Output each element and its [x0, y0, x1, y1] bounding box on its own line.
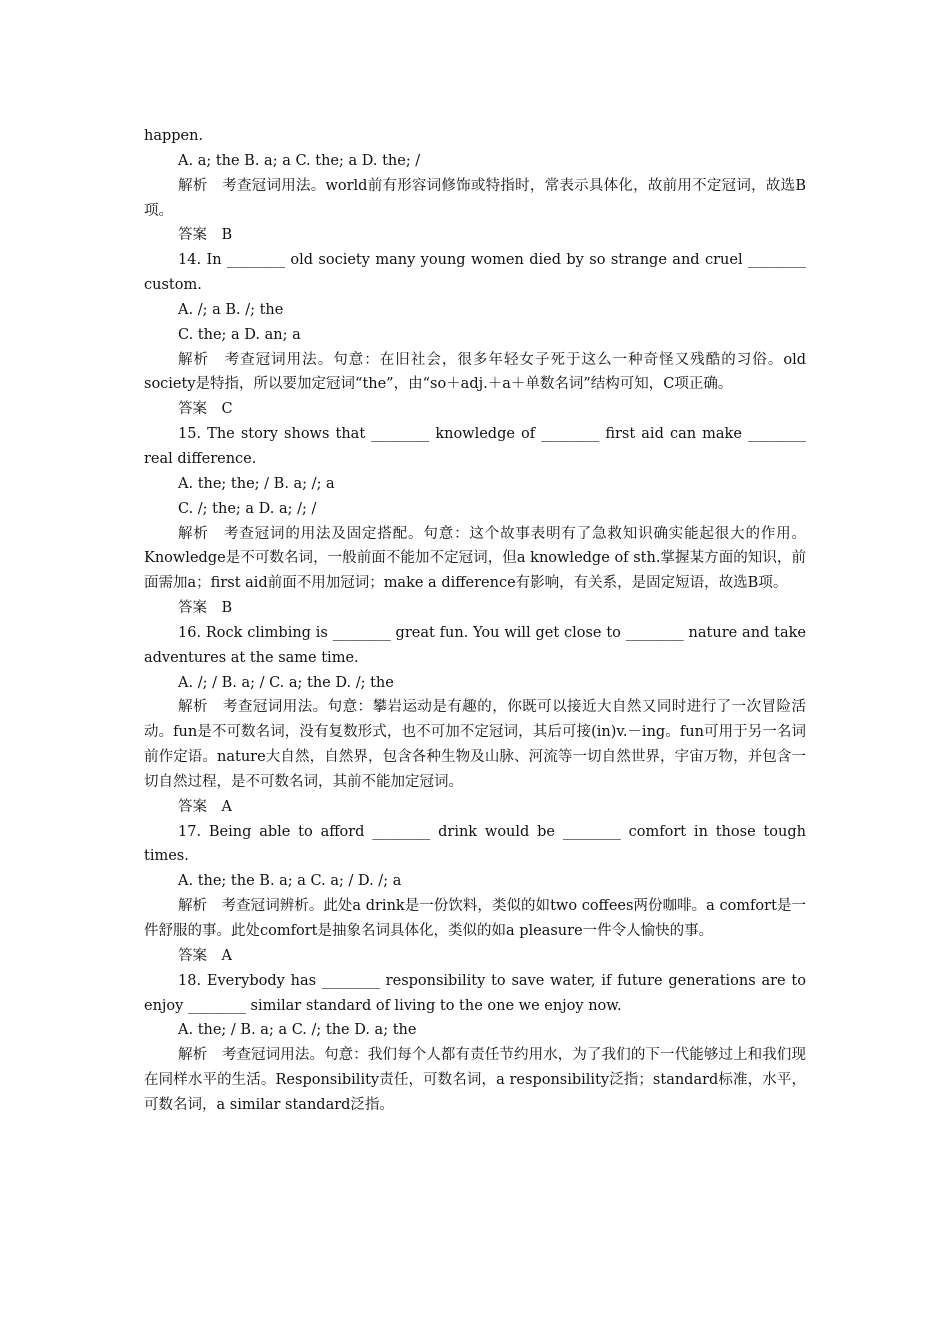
options-line: C. /; the; a D. a; /; /	[178, 500, 317, 517]
options-line: A. a; the B. a; a C. the; a D. the; /	[178, 152, 421, 169]
answer-line: 答案 B	[178, 600, 233, 617]
answer-line: 答案 B	[178, 227, 233, 244]
options-line: A. /; / B. a; / C. a; the D. /; the	[178, 674, 394, 691]
question-18: 18. Everybody has ________ responsibility to save water, if future generations are to enjoy ________ similar standard of living to the one we enjoy now.	[144, 972, 806, 1014]
analysis-paragraph: 解析 考查冠词辨析。此处a drink是一份饮料，类似的如two coffees两份咖啡。a comfort是一件舒服的事。此处comfort是抽象名词具体化，类似的如a pleasure一件令人愉快的事。	[144, 898, 806, 939]
analysis-paragraph: 解析 考查冠词的用法及固定搭配。句意：这个故事表明有了急救知识确实能起很大的作用。Knowledge是不可数名词，一般前面不能加不定冠词，但a knowledge of sth.掌握某方面的知识，前面需加a；first aid前面不用加冠词；make a difference有影响，有关系，是固定短语，故选B项。	[144, 525, 806, 592]
question-14: 14. In ________ old society many young women died by so strange and cruel ________ custom.	[144, 252, 806, 294]
answer-line: 答案 A	[178, 798, 232, 815]
question-16: 16. Rock climbing is ________ great fun. You will get close to ________ nature and take adventures at the same time.	[144, 624, 806, 666]
options-line: A. the; the B. a; a C. a; / D. /; a	[178, 873, 402, 890]
question-17: 17. Being able to afford ________ drink would be ________ comfort in those tough times.	[144, 823, 806, 865]
options-line: A. the; the; / B. a; /; a	[178, 475, 335, 492]
analysis-paragraph: 解析 考查冠词用法。句意：我们每个人都有责任节约用水，为了我们的下一代能够过上和我们现在同样水平的生活。Responsibility责任，可数名词，a responsibility泛指；standard标准，水平，可数名词，a similar standard泛指。	[144, 1047, 806, 1113]
analysis-paragraph: 解析 考查冠词用法。句意：在旧社会，很多年轻女子死于这么一种奇怪又残酷的习俗。old society是特指，所以要加定冠词“the”，由“so＋adj.＋a＋单数名词”结构可知，C项正确。	[144, 351, 806, 393]
options-line: C. the; a D. an; a	[178, 326, 301, 343]
analysis-paragraph: 解析 考查冠词用法。句意：攀岩运动是有趣的，你既可以接近大自然又同时进行了一次冒险活动。fun是不可数名词，没有复数形式，也不可加不定冠词，其后可接(in)v.－ing。fun可用于另一名词前作定语。nature大自然，自然界，包含各种生物及山脉、河流等一切自然世界，宇宙万物，并包含一切自然过程，是不可数名词，其前不能加定冠词。	[144, 699, 806, 790]
answer-line: 答案 A	[178, 947, 232, 964]
answer-line: 答案 C	[178, 401, 233, 418]
question-15: 15. The story shows that ________ knowledge of ________ first aid can make ________ real difference.	[144, 426, 806, 467]
options-line: A. the; / B. a; a C. /; the D. a; the	[178, 1022, 417, 1039]
document-page	[144, 124, 806, 1118]
analysis-paragraph: 解析 考查冠词用法。world前有形容词修饰或特指时，常表示具体化，故前用不定冠词，故选B项。	[144, 177, 806, 219]
options-line: A. /; a B. /; the	[178, 301, 284, 318]
text-line: happen.	[144, 128, 204, 144]
